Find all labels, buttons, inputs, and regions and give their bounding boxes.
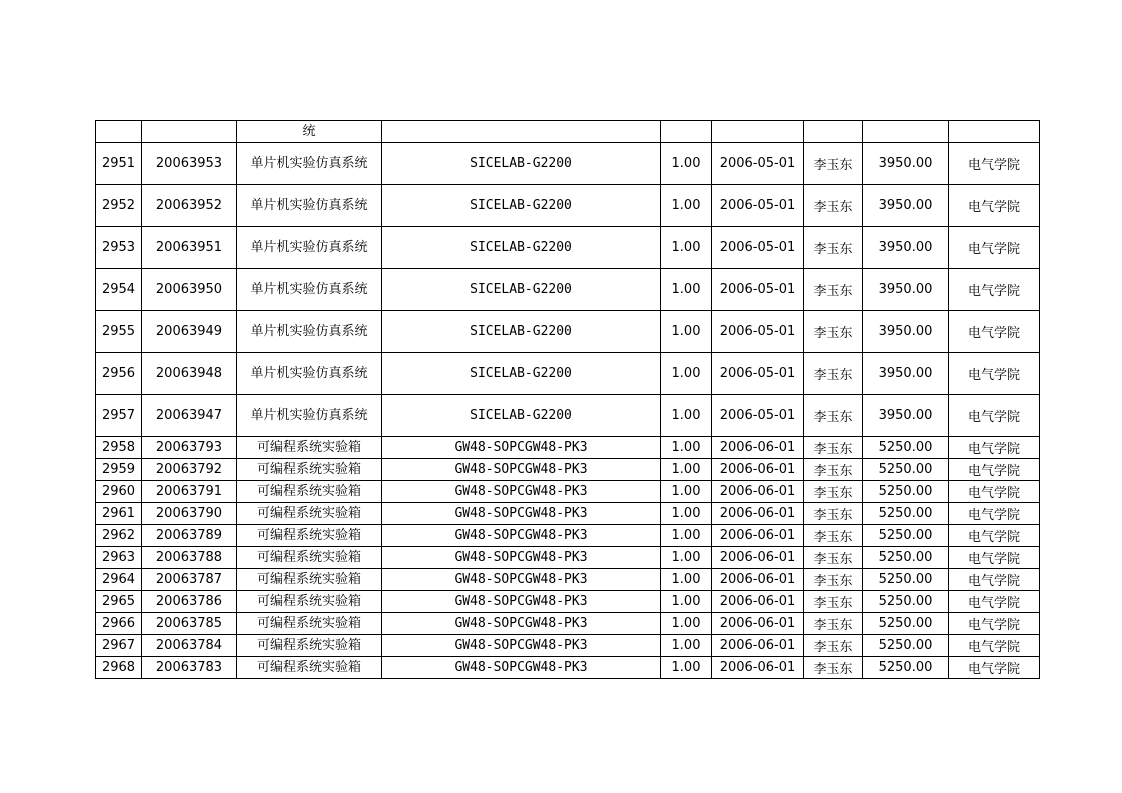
cell-model: GW48-SOPCGW48-PK3 [382, 525, 661, 547]
cell-name: 可编程系统实验箱 [237, 591, 382, 613]
cell-model: SICELAB-G2200 [382, 185, 661, 227]
cell-person [804, 121, 863, 143]
cell-seq: 2966 [96, 613, 142, 635]
cell-price: 5250.00 [863, 613, 949, 635]
cell-name: 单片机实验仿真系统 [237, 269, 382, 311]
cell-price: 5250.00 [863, 635, 949, 657]
cell-seq: 2955 [96, 311, 142, 353]
cell-person: 李玉东 [804, 311, 863, 353]
table-row [96, 569, 1040, 591]
cell-model: SICELAB-G2200 [382, 395, 661, 437]
cell-model: SICELAB-G2200 [382, 227, 661, 269]
cell-date: 2006-06-01 [712, 591, 804, 613]
cell-name: 可编程系统实验箱 [237, 437, 382, 459]
cell-quantity: 1.00 [661, 395, 712, 437]
cell-asset-no: 20063792 [142, 459, 237, 481]
cell-seq: 2953 [96, 227, 142, 269]
table-row [96, 459, 1040, 481]
cell-person: 李玉东 [804, 613, 863, 635]
cell-date: 2006-05-01 [712, 227, 804, 269]
cell-department: 电气学院 [949, 227, 1040, 269]
cell-date: 2006-06-01 [712, 569, 804, 591]
cell-quantity: 1.00 [661, 525, 712, 547]
cell-seq: 2958 [96, 437, 142, 459]
cell-asset-no: 20063953 [142, 143, 237, 185]
cell-asset-no: 20063790 [142, 503, 237, 525]
cell-department: 电气学院 [949, 311, 1040, 353]
cell-price [863, 121, 949, 143]
cell-quantity: 1.00 [661, 311, 712, 353]
cell-model: GW48-SOPCGW48-PK3 [382, 503, 661, 525]
cell-asset-no: 20063951 [142, 227, 237, 269]
table-row [96, 503, 1040, 525]
cell-department: 电气学院 [949, 185, 1040, 227]
cell-date: 2006-06-01 [712, 635, 804, 657]
cell-person: 李玉东 [804, 227, 863, 269]
cell-quantity: 1.00 [661, 459, 712, 481]
cell-seq: 2957 [96, 395, 142, 437]
cell-asset-no: 20063787 [142, 569, 237, 591]
cell-quantity: 1.00 [661, 481, 712, 503]
cell-model [382, 121, 661, 143]
table-row [96, 591, 1040, 613]
table-row [96, 227, 1040, 269]
cell-model: SICELAB-G2200 [382, 353, 661, 395]
table-row [96, 437, 1040, 459]
cell-asset-no [142, 121, 237, 143]
cell-seq: 2952 [96, 185, 142, 227]
cell-price: 3950.00 [863, 269, 949, 311]
cell-asset-no: 20063791 [142, 481, 237, 503]
cell-name: 单片机实验仿真系统 [237, 353, 382, 395]
cell-price: 3950.00 [863, 227, 949, 269]
cell-price: 5250.00 [863, 569, 949, 591]
cell-person: 李玉东 [804, 437, 863, 459]
cell-asset-no: 20063948 [142, 353, 237, 395]
cell-asset-no: 20063950 [142, 269, 237, 311]
cell-seq: 2959 [96, 459, 142, 481]
asset-table [95, 120, 1040, 679]
cell-seq: 2956 [96, 353, 142, 395]
cell-department: 电气学院 [949, 395, 1040, 437]
cell-quantity: 1.00 [661, 635, 712, 657]
cell-name: 单片机实验仿真系统 [237, 311, 382, 353]
cell-department: 电气学院 [949, 143, 1040, 185]
cell-person: 李玉东 [804, 459, 863, 481]
cell-person: 李玉东 [804, 185, 863, 227]
cell-date: 2006-05-01 [712, 353, 804, 395]
cell-quantity: 1.00 [661, 227, 712, 269]
cell-price: 3950.00 [863, 143, 949, 185]
cell-model: GW48-SOPCGW48-PK3 [382, 437, 661, 459]
cell-date: 2006-06-01 [712, 547, 804, 569]
cell-name: 单片机实验仿真系统 [237, 395, 382, 437]
cell-date: 2006-06-01 [712, 437, 804, 459]
cell-department: 电气学院 [949, 437, 1040, 459]
cell-name: 单片机实验仿真系统 [237, 227, 382, 269]
cell-quantity: 1.00 [661, 657, 712, 679]
cell-name: 可编程系统实验箱 [237, 569, 382, 591]
cell-date: 2006-05-01 [712, 269, 804, 311]
cell-name: 可编程系统实验箱 [237, 503, 382, 525]
cell-department [949, 121, 1040, 143]
cell-date: 2006-05-01 [712, 185, 804, 227]
cell-price: 5250.00 [863, 459, 949, 481]
cell-person: 李玉东 [804, 547, 863, 569]
cell-quantity [661, 121, 712, 143]
cell-department: 电气学院 [949, 591, 1040, 613]
cell-model: GW48-SOPCGW48-PK3 [382, 481, 661, 503]
cell-department: 电气学院 [949, 657, 1040, 679]
cell-model: GW48-SOPCGW48-PK3 [382, 569, 661, 591]
cell-name: 可编程系统实验箱 [237, 459, 382, 481]
cell-quantity: 1.00 [661, 547, 712, 569]
cell-quantity: 1.00 [661, 437, 712, 459]
cell-asset-no: 20063786 [142, 591, 237, 613]
cell-date: 2006-06-01 [712, 481, 804, 503]
table-row [96, 269, 1040, 311]
cell-quantity: 1.00 [661, 613, 712, 635]
cell-model: GW48-SOPCGW48-PK3 [382, 459, 661, 481]
cell-name: 单片机实验仿真系统 [237, 185, 382, 227]
cell-name: 统 [237, 121, 382, 143]
cell-model: GW48-SOPCGW48-PK3 [382, 613, 661, 635]
cell-quantity: 1.00 [661, 143, 712, 185]
cell-date: 2006-05-01 [712, 395, 804, 437]
cell-model: SICELAB-G2200 [382, 311, 661, 353]
cell-name: 可编程系统实验箱 [237, 547, 382, 569]
cell-asset-no: 20063789 [142, 525, 237, 547]
cell-quantity: 1.00 [661, 185, 712, 227]
cell-date: 2006-06-01 [712, 613, 804, 635]
cell-seq: 2951 [96, 143, 142, 185]
cell-quantity: 1.00 [661, 569, 712, 591]
cell-asset-no: 20063793 [142, 437, 237, 459]
table-row [96, 311, 1040, 353]
asset-table-body [96, 121, 1040, 679]
table-row [96, 635, 1040, 657]
cell-quantity: 1.00 [661, 591, 712, 613]
cell-date: 2006-06-01 [712, 503, 804, 525]
cell-seq: 2963 [96, 547, 142, 569]
cell-price: 5250.00 [863, 547, 949, 569]
cell-asset-no: 20063952 [142, 185, 237, 227]
cell-date [712, 121, 804, 143]
table-row [96, 143, 1040, 185]
cell-price: 3950.00 [863, 353, 949, 395]
cell-seq: 2954 [96, 269, 142, 311]
cell-price: 5250.00 [863, 657, 949, 679]
cell-department: 电气学院 [949, 525, 1040, 547]
cell-person: 李玉东 [804, 143, 863, 185]
cell-seq: 2962 [96, 525, 142, 547]
cell-seq [96, 121, 142, 143]
cell-department: 电气学院 [949, 503, 1040, 525]
cell-date: 2006-06-01 [712, 459, 804, 481]
cell-seq: 2965 [96, 591, 142, 613]
cell-price: 5250.00 [863, 591, 949, 613]
table-row [96, 395, 1040, 437]
cell-asset-no: 20063949 [142, 311, 237, 353]
cell-name: 可编程系统实验箱 [237, 613, 382, 635]
cell-seq: 2967 [96, 635, 142, 657]
cell-person: 李玉东 [804, 269, 863, 311]
cell-model: GW48-SOPCGW48-PK3 [382, 635, 661, 657]
cell-asset-no: 20063785 [142, 613, 237, 635]
cell-department: 电气学院 [949, 613, 1040, 635]
cell-seq: 2968 [96, 657, 142, 679]
cell-person: 李玉东 [804, 503, 863, 525]
cell-seq: 2961 [96, 503, 142, 525]
cell-asset-no: 20063783 [142, 657, 237, 679]
cell-person: 李玉东 [804, 591, 863, 613]
cell-name: 可编程系统实验箱 [237, 635, 382, 657]
cell-asset-no: 20063788 [142, 547, 237, 569]
cell-department: 电气学院 [949, 269, 1040, 311]
cell-price: 3950.00 [863, 185, 949, 227]
cell-model: GW48-SOPCGW48-PK3 [382, 591, 661, 613]
cell-department: 电气学院 [949, 459, 1040, 481]
table-row [96, 547, 1040, 569]
cell-person: 李玉东 [804, 525, 863, 547]
cell-quantity: 1.00 [661, 269, 712, 311]
cell-price: 5250.00 [863, 481, 949, 503]
cell-department: 电气学院 [949, 353, 1040, 395]
cell-person: 李玉东 [804, 481, 863, 503]
table-row [96, 185, 1040, 227]
cell-model: GW48-SOPCGW48-PK3 [382, 547, 661, 569]
table-row [96, 525, 1040, 547]
cell-date: 2006-06-01 [712, 657, 804, 679]
cell-department: 电气学院 [949, 635, 1040, 657]
cell-price: 3950.00 [863, 395, 949, 437]
cell-name: 单片机实验仿真系统 [237, 143, 382, 185]
cell-department: 电气学院 [949, 547, 1040, 569]
cell-seq: 2960 [96, 481, 142, 503]
cell-asset-no: 20063784 [142, 635, 237, 657]
cell-asset-no: 20063947 [142, 395, 237, 437]
table-row [96, 613, 1040, 635]
cell-person: 李玉东 [804, 353, 863, 395]
cell-name: 可编程系统实验箱 [237, 481, 382, 503]
cell-department: 电气学院 [949, 569, 1040, 591]
cell-quantity: 1.00 [661, 353, 712, 395]
cell-model: SICELAB-G2200 [382, 269, 661, 311]
table-row [96, 353, 1040, 395]
cell-seq: 2964 [96, 569, 142, 591]
table-row [96, 657, 1040, 679]
cell-person: 李玉东 [804, 569, 863, 591]
cell-price: 5250.00 [863, 503, 949, 525]
table-row-continued [96, 121, 1040, 143]
cell-model: SICELAB-G2200 [382, 143, 661, 185]
cell-price: 3950.00 [863, 311, 949, 353]
table-row [96, 481, 1040, 503]
cell-model: GW48-SOPCGW48-PK3 [382, 657, 661, 679]
cell-name: 可编程系统实验箱 [237, 525, 382, 547]
cell-person: 李玉东 [804, 395, 863, 437]
cell-department: 电气学院 [949, 481, 1040, 503]
cell-person: 李玉东 [804, 657, 863, 679]
cell-name: 可编程系统实验箱 [237, 657, 382, 679]
cell-date: 2006-06-01 [712, 525, 804, 547]
cell-date: 2006-05-01 [712, 311, 804, 353]
cell-price: 5250.00 [863, 437, 949, 459]
cell-date: 2006-05-01 [712, 143, 804, 185]
cell-quantity: 1.00 [661, 503, 712, 525]
cell-person: 李玉东 [804, 635, 863, 657]
cell-price: 5250.00 [863, 525, 949, 547]
